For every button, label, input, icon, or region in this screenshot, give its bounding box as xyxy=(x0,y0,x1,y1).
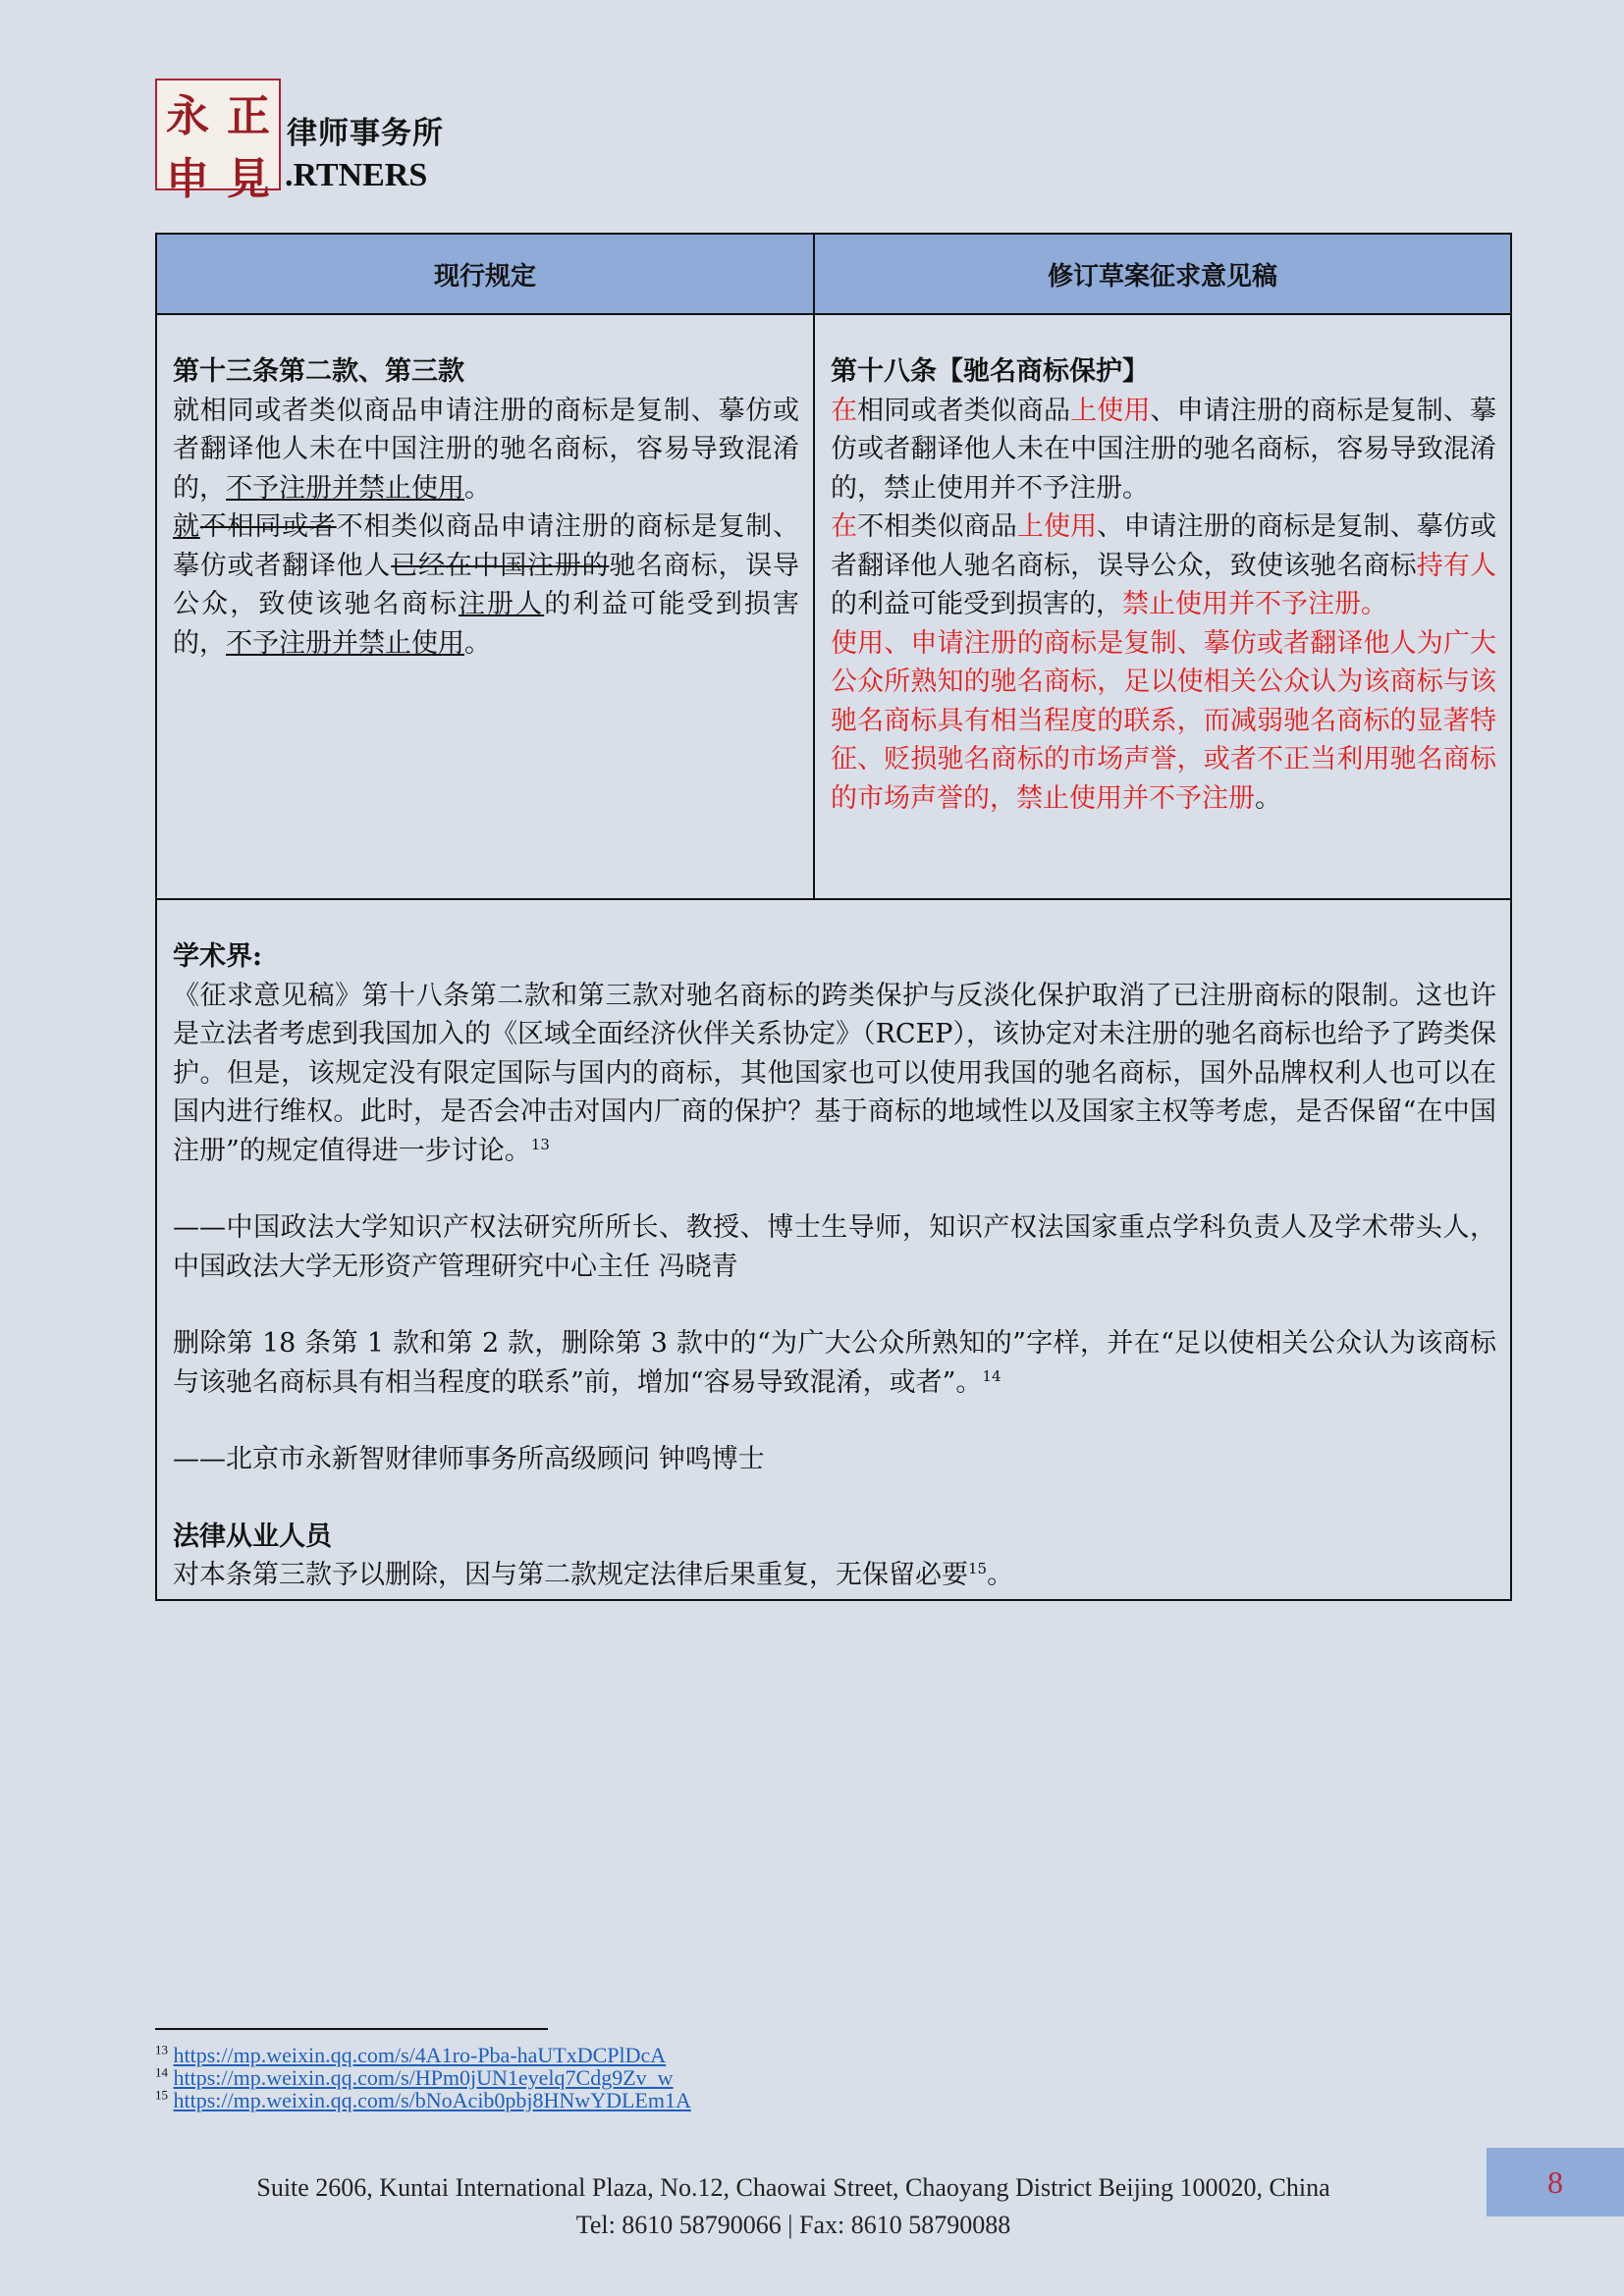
letterhead xyxy=(155,79,489,204)
firm-seal-logo xyxy=(155,79,281,204)
footnote-ref: 13 xyxy=(530,1135,550,1153)
draft-provision-cell xyxy=(814,314,1511,899)
page-footer xyxy=(155,2169,1432,2244)
comparison-table xyxy=(155,233,1512,1601)
column-header-current: 现行规定 xyxy=(156,234,814,314)
text: 、申请注册的商标是复制、摹仿或者翻译他人未在中国注册的驰名商标，容易导致混淆的，禁止使用并不予注册。 xyxy=(831,395,1496,504)
draft-paragraph-2 xyxy=(831,507,1496,624)
firm-name-cn: 律师事务所 xyxy=(287,116,444,151)
red-text: 禁止使用并不予注册。 xyxy=(1122,589,1387,619)
underlined-text: 注册人 xyxy=(458,589,545,619)
academic-attribution-2: ——北京市永新智财律师事务所高级顾问 钟鸣博士 xyxy=(173,1444,765,1474)
column-header-draft: 修订草案征求意见稿 xyxy=(814,234,1511,314)
struck-text: 已经在中国注册的 xyxy=(391,550,610,581)
academic-comment-2 xyxy=(173,1324,1496,1402)
footnote-ref: 15 xyxy=(968,1560,988,1577)
footnote-item xyxy=(155,2044,691,2066)
text: 。 xyxy=(464,627,491,659)
footnote-number: 15 xyxy=(155,2087,168,2103)
underlined-text: 不予注册并禁止使用 xyxy=(226,627,464,659)
underlined-text: 不予注册并禁止使用 xyxy=(226,472,464,504)
legal-practitioners-heading: 法律从业人员 xyxy=(173,1521,332,1552)
text: 不相类似商品申请注册的商标是复制、摹仿或者翻译他人 xyxy=(173,511,800,581)
current-paragraph-2 xyxy=(173,507,799,663)
footnotes xyxy=(155,2044,691,2111)
red-text: 持有人 xyxy=(1416,550,1496,581)
red-text: 上使用 xyxy=(1070,395,1151,426)
text: 相同或者类似商品 xyxy=(857,395,1071,426)
footer-address: Suite 2606, Kuntai International Plaza, No.12, Chaowai Street, Chaoyang District Beijing 100020, China xyxy=(256,2173,1330,2202)
draft-paragraph-3 xyxy=(831,624,1496,819)
red-text: 在 xyxy=(831,395,858,426)
text: 。 xyxy=(1255,782,1281,814)
text: 。 xyxy=(464,472,491,504)
footnote-item xyxy=(155,2089,691,2111)
comments-cell xyxy=(156,899,1511,1600)
legal-comment xyxy=(173,1556,1496,1595)
academic-attribution-1: ——中国政法大学知识产权法研究所所长、教授、博士生导师，知识产权法国家重点学科负责人及学术带头人，中国政法大学无形资产管理研究中心主任 冯晓青 xyxy=(173,1212,1496,1282)
footnote-link[interactable]: https://mp.weixin.qq.com/s/HPm0jUN1eyelq7Cdg9Zv_w xyxy=(173,2065,674,2090)
page-number: 8 xyxy=(1487,2148,1624,2216)
firm-name-en: .RTNERS xyxy=(285,157,428,193)
footnote-link[interactable]: https://mp.weixin.qq.com/s/bNoAcib0pbj8HNwYDLEm1A xyxy=(173,2088,691,2112)
red-text: 上使用 xyxy=(1016,511,1098,542)
text: 的利益可能受到损害的， xyxy=(831,589,1122,619)
draft-article-title: 第十八条【驰名商标保护】 xyxy=(831,356,1149,387)
text: 对本条第三款予以删除，因与第二款规定法律后果重复，无保留必要 xyxy=(173,1560,968,1590)
footnote-separator xyxy=(155,2028,548,2030)
footnote-ref: 14 xyxy=(982,1366,1001,1385)
red-text: 使用、申请注册的商标是复制、摹仿或者翻译他人为广大公众所熟知的驰名商标，足以使相关公众认为该商标与该驰名商标具有相当程度的联系，而减弱驰名商标的显著特征、贬损驰名商标的市场声誉，或者不正当利用驰名商标的市场声誉的，禁止使用并不予注册 xyxy=(831,627,1496,814)
current-article-title: 第十三条第二款、第三款 xyxy=(173,356,464,387)
seal-char: 正 xyxy=(227,91,270,141)
current-provision-cell xyxy=(156,314,814,899)
academic-heading: 学术界: xyxy=(173,941,262,972)
current-paragraph-1 xyxy=(173,392,799,508)
seal-char: 申 xyxy=(166,154,209,204)
footnote-number: 13 xyxy=(155,2042,168,2057)
text: 、申请注册的商标是复制、摹仿或者翻译他人驰名商标，误导公众，致使该驰名商标 xyxy=(831,511,1496,581)
text: 的利益可能受到损害的， xyxy=(173,589,800,659)
footnote-link[interactable]: https://mp.weixin.qq.com/s/4A1ro-Pba-haUTxDCPlDcA xyxy=(173,2043,667,2067)
footer-contact: Tel: 8610 58790066 | Fax: 8610 58790088 xyxy=(575,2211,1011,2239)
underlined-text: 就 xyxy=(173,511,200,542)
text: 删除第 18 条第 1 款和第 2 款，删除第 3 款中的“为广大公众所熟知的”字样，并在“足以使相关公众认为该商标与该驰名商标具有相当程度的联系”前，增加“容易导致混淆，或者”。 xyxy=(173,1328,1496,1398)
seal-char: 永 xyxy=(166,91,209,141)
academic-comment-1 xyxy=(173,977,1496,1171)
red-text: 在 xyxy=(831,511,858,542)
footnote-number: 14 xyxy=(155,2064,168,2080)
draft-paragraph-1 xyxy=(831,392,1496,508)
text: 驰名商标，误导公众，致使该驰名商标 xyxy=(173,550,800,619)
seal-char: 見 xyxy=(227,154,270,204)
text: 《征求意见稿》第十八条第二款和第三款对驰名商标的跨类保护与反淡化保护取消了已注册商标的限制。这也许是立法者考虑到我国加入的《区域全面经济伙伴关系协定》（RCEP），该协定对未注册的驰名商标也给予了跨类保护。但是，该规定没有限定国际与国内的商标，其他国家也可以使用我国的驰名商标，国外品牌权利人也可以在国内进行维权。此时，是否会冲击对国内厂商的保护？基于商标的地域性以及国家主权等考虑，是否保留“在中国注册”的规定值得进一步讨论。 xyxy=(173,980,1496,1166)
text: 不相类似商品 xyxy=(857,511,1017,542)
struck-text: 不相同或者 xyxy=(199,511,337,542)
text: 就相同或者类似商品申请注册的商标是复制、摹仿或者翻译他人未在中国注册的驰名商标，容易导致混淆的， xyxy=(173,395,799,504)
text: 。 xyxy=(987,1560,1014,1590)
footnote-item xyxy=(155,2066,691,2089)
